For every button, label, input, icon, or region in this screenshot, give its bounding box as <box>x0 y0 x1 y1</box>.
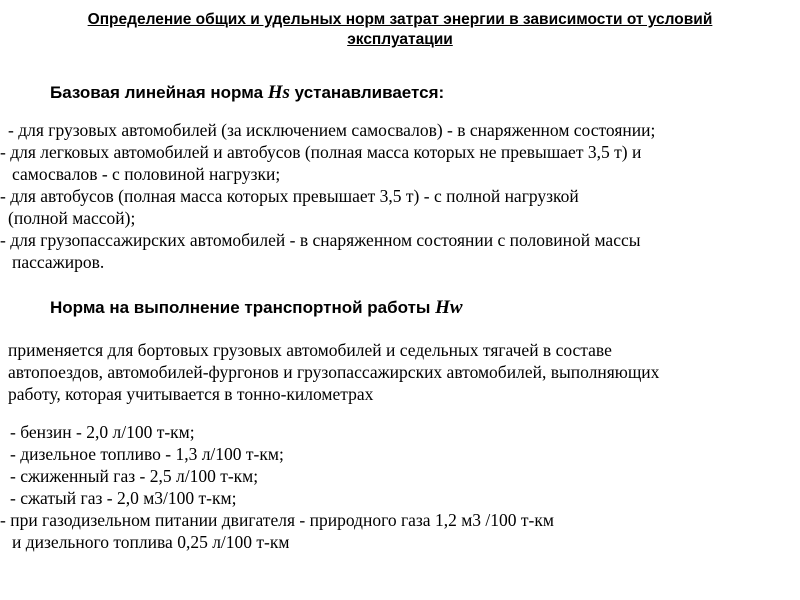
page-title <box>40 10 760 50</box>
section1-line: - для грузовых автомобилей (за исключением самосвалов) - в снаряженном состоянии; <box>8 120 656 140</box>
section1-heading <box>50 82 444 104</box>
section1-line: - для легковых автомобилей и автобусов (полная масса которых не превышает 3,5 т) и <box>0 142 642 162</box>
title-line-2: эксплуатации <box>347 31 453 48</box>
section2-heading <box>50 297 463 319</box>
section1-line: - для грузопассажирских автомобилей - в снаряженном состоянии с половиной массы <box>0 230 641 250</box>
section1-line: - для автобусов (полная масса которых превышает 3,5 т) - с полной нагрузкой <box>0 186 579 206</box>
section2-paragraph-line: автопоездов, автомобилей-фургонов и грузопассажирских автомобилей, выполняющих <box>8 362 660 382</box>
title-line-1: Определение общих и удельных норм затрат энергии в зависимости от условий <box>87 11 713 28</box>
section2-paragraph-line: работу, которая учитывается в тонно-километрах <box>8 384 374 404</box>
section1-heading-var: Hs <box>267 82 290 103</box>
section1-line: (полной массой); <box>8 208 136 228</box>
section2-list-item: - дизельное топливо - 1,3 л/100 т-км; <box>10 444 284 464</box>
section2-list-item: и дизельного топлива 0,25 л/100 т-км <box>12 532 290 552</box>
section2-list-item: - сжиженный газ - 2,5 л/100 т-км; <box>10 466 259 486</box>
section1-heading-tail: устанавливается: <box>289 83 445 102</box>
section2-paragraph-line: применяется для бортовых грузовых автомобилей и седельных тягачей в составе <box>8 340 612 360</box>
section1-line: самосвалов - с половиной нагрузки; <box>12 164 281 184</box>
section2-list-item: - бензин - 2,0 л/100 т-км; <box>10 422 195 442</box>
section2-list-item: - при газодизельном питании двигателя - природного газа 1,2 м3 /100 т-км <box>0 510 554 530</box>
section2-heading-var: Hw <box>435 297 463 318</box>
section1-heading-text: Базовая линейная норма <box>50 83 268 102</box>
section1-line: пассажиров. <box>12 252 105 272</box>
section2-heading-text: Норма на выполнение транспортной работы <box>50 298 436 317</box>
section2-list-item: - сжатый газ - 2,0 м3/100 т-км; <box>10 488 237 508</box>
